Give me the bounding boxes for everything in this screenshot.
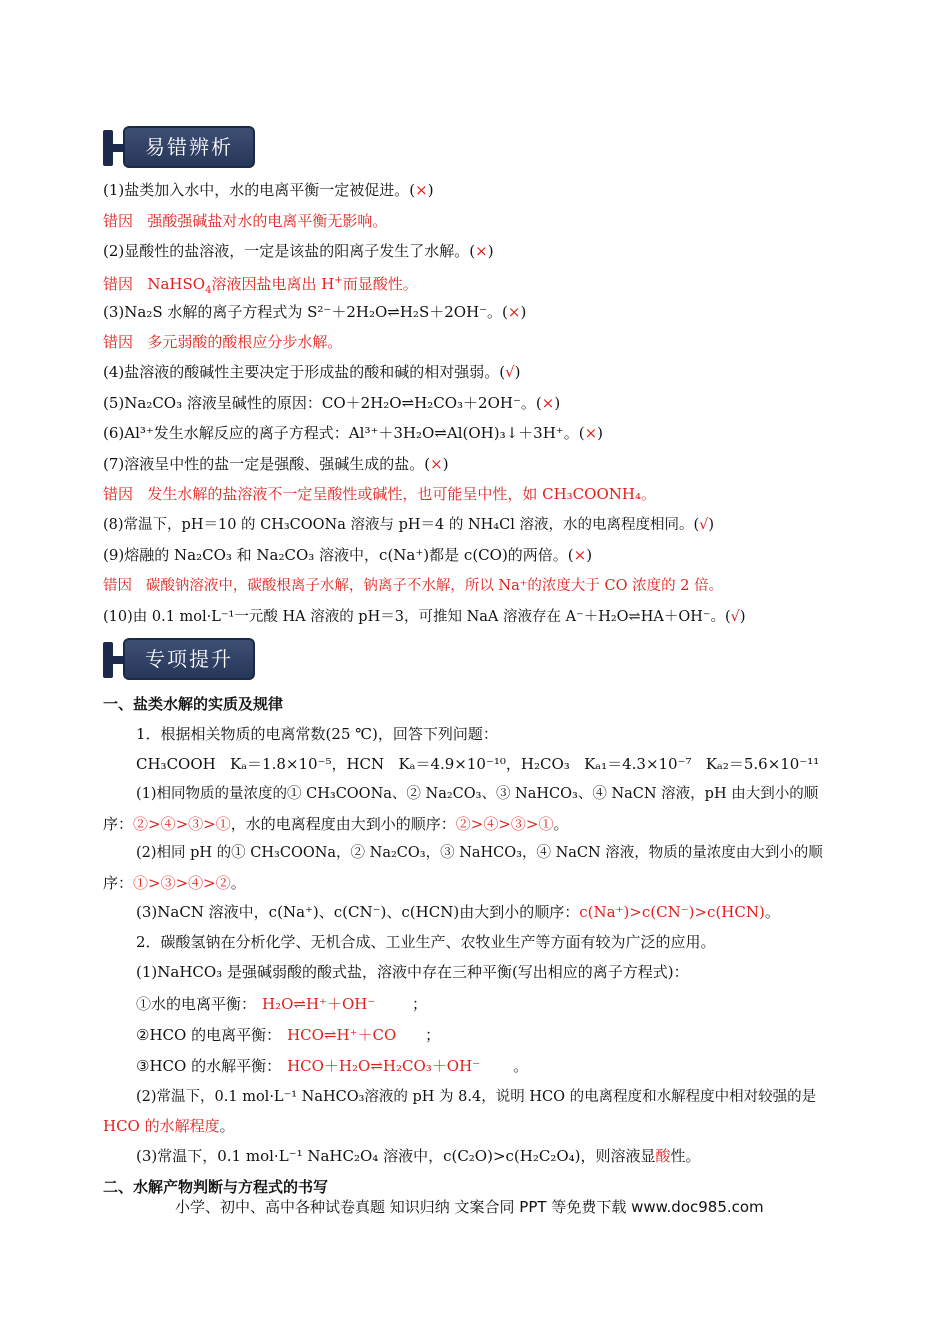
part2-heading: 二、水解产物判断与方程式的书写 — [103, 1178, 329, 1196]
banner-title: 专项提升 — [145, 647, 233, 671]
q1-sub2-line1: (2)相同 pH 的① CH₃COONa，② Na₂CO₃，③ NaHCO₃，④ NaCN 溶液，物质的量浓度由大到小的顺 — [136, 845, 823, 861]
footer-text: 小学、初中、高中各种试卷真题 知识归纳 文案合同 PPT 等免费下载 www.doc985.com — [175, 1198, 764, 1216]
equation-1: ①水的电离平衡： H₂O⇌H⁺＋OH⁻ ； — [136, 995, 428, 1013]
item-7-reason: 错因 发生水解的盐溶液不一定呈酸性或碱性，也可能呈中性，如 CH₃COONH₄。 — [103, 485, 656, 503]
q1-sub1-line2: 序：②>④>③>①，水的电离程度由大到小的顺序：②>④>③>①。 — [103, 815, 569, 833]
item-2: (2)显酸性的盐溶液，一定是该盐的阳离子发生了水解。(×) — [103, 242, 494, 260]
answer: H₂O⇌H⁺＋OH⁻ — [262, 995, 376, 1013]
banner-bar — [103, 130, 113, 166]
item-2-reason: 错因 NaHSO$_4$溶液因盐电离出 H+而显酸性。 — [103, 275, 418, 296]
question-2: 2．碳酸氢钠在分析化学、无机合成、工业生产、农牧业生产等方面有较为广泛的应用。 — [136, 933, 716, 951]
banner-box — [123, 638, 255, 680]
q1-sub2-line2: 序：①>③>④>②。 — [103, 874, 246, 892]
answer: ①>③>④>② — [133, 874, 231, 892]
item-4: (4)盐溶液的酸碱性主要决定于形成盐的酸和碱的相对强弱。(√) — [103, 363, 521, 381]
constants-line: CH₃COOH Kₐ＝1.8×10⁻⁵，HCN Kₐ＝4.9×10⁻¹⁰，H₂CO₃ Kₐ₁＝4.3×10⁻⁷ Kₐ₂＝5.6×10⁻¹¹ — [136, 755, 820, 773]
banner-title: 易错辨析 — [145, 135, 233, 159]
answer: HCO⇌H⁺＋CO — [287, 1026, 397, 1044]
q2-sub1: (1)NaHCO₃ 是强碱弱酸的酸式盐，溶液中存在三种平衡(写出相应的离子方程式)： — [136, 963, 689, 981]
item-8: (8)常温下，pH＝10 的 CH₃COONa 溶液与 pH＝4 的 NH₄Cl 溶液，水的电离程度相同。(√) — [103, 517, 715, 533]
part1-heading: 一、盐类水解的实质及规律 — [103, 695, 284, 713]
q1-sub3: (3)NaCN 溶液中，c(Na⁺)、c(CN⁻)、c(HCN)由大到小的顺序：c(Na⁺)>c(CN⁻)>c(HCN)。 — [136, 903, 780, 921]
banner-box — [123, 126, 255, 168]
answer: 酸 — [655, 1147, 671, 1165]
item-1-reason: 错因 强酸强碱盐对水的电离平衡无影响。 — [103, 212, 388, 230]
q2-sub2-line1: (2)常温下，0.1 mol·L⁻¹ NaHCO₃溶液的 pH 为 8.4，说明 HCO 的电离程度和水解程度中相对较强的是 — [136, 1089, 817, 1105]
item-9: (9)熔融的 Na₂CO₃ 和 Na₂CO₃ 溶液中，c(Na⁺)都是 c(CO)的两倍。(×) — [103, 546, 593, 564]
section-banner-improve — [103, 638, 255, 682]
banner-tab — [113, 656, 123, 664]
banner-bar — [103, 642, 113, 678]
item-10: (10)由 0.1 mol·L⁻¹一元酸 HA 溶液的 pH＝3，可推知 NaA 溶液存在 A⁻＋H₂O⇌HA＋OH⁻。(√) — [103, 609, 746, 625]
item-3-reason: 错因 多元弱酸的酸根应分步水解。 — [103, 333, 343, 351]
item-6: (6)Al³⁺发生水解反应的离子方程式：Al³⁺＋3H₂O⇌Al(OH)₃↓＋3H⁺。(×) — [103, 424, 603, 442]
q2-sub2-line2: HCO 的水解程度。 — [103, 1117, 235, 1135]
section-banner-errors — [103, 126, 255, 170]
item-3: (3)Na₂S 水解的离子方程式为 S²⁻＋2H₂O⇌H₂S＋2OH⁻。(×) — [103, 303, 527, 321]
answer: HCO 的水解程度 — [103, 1117, 220, 1135]
item-7: (7)溶液呈中性的盐一定是强酸、强碱生成的盐。(×) — [103, 455, 449, 473]
item-5: (5)Na₂CO₃ 溶液呈碱性的原因：CO＋2H₂O⇌H₂CO₃＋2OH⁻。(×) — [103, 394, 561, 412]
answer: c(Na⁺)>c(CN⁻)>c(HCN) — [579, 903, 765, 921]
item-1: (1)盐类加入水中，水的电离平衡一定被促进。(×) — [103, 181, 434, 199]
equation-2: ②HCO 的电离平衡： HCO⇌H⁺＋CO ； — [136, 1026, 441, 1044]
question-1: 1．根据相关物质的电离常数(25 ℃)，回答下列问题： — [136, 725, 498, 743]
answer: ②>④>③>① — [455, 815, 554, 833]
answer: ②>④>③>① — [133, 815, 231, 833]
q1-sub1-line1: (1)相同物质的量浓度的① CH₃COONa、② Na₂CO₃、③ NaHCO₃、④ NaCN 溶液，pH 由大到小的顺 — [136, 786, 819, 802]
item-9-reason: 错因 碳酸钠溶液中，碳酸根离子水解，钠离子不水解，所以 Na⁺的浓度大于 CO 浓度的 2 倍。 — [103, 578, 724, 594]
q2-sub3: (3)常温下，0.1 mol·L⁻¹ NaHC₂O₄ 溶液中，c(C₂O)>c(H₂C₂O₄)，则溶液显酸性。 — [136, 1147, 701, 1165]
answer: HCO＋H₂O⇌H₂CO₃＋OH⁻ — [287, 1057, 481, 1075]
equation-3: ③HCO 的水解平衡： HCO＋H₂O⇌H₂CO₃＋OH⁻ 。 — [136, 1057, 529, 1075]
banner-tab — [113, 144, 123, 152]
